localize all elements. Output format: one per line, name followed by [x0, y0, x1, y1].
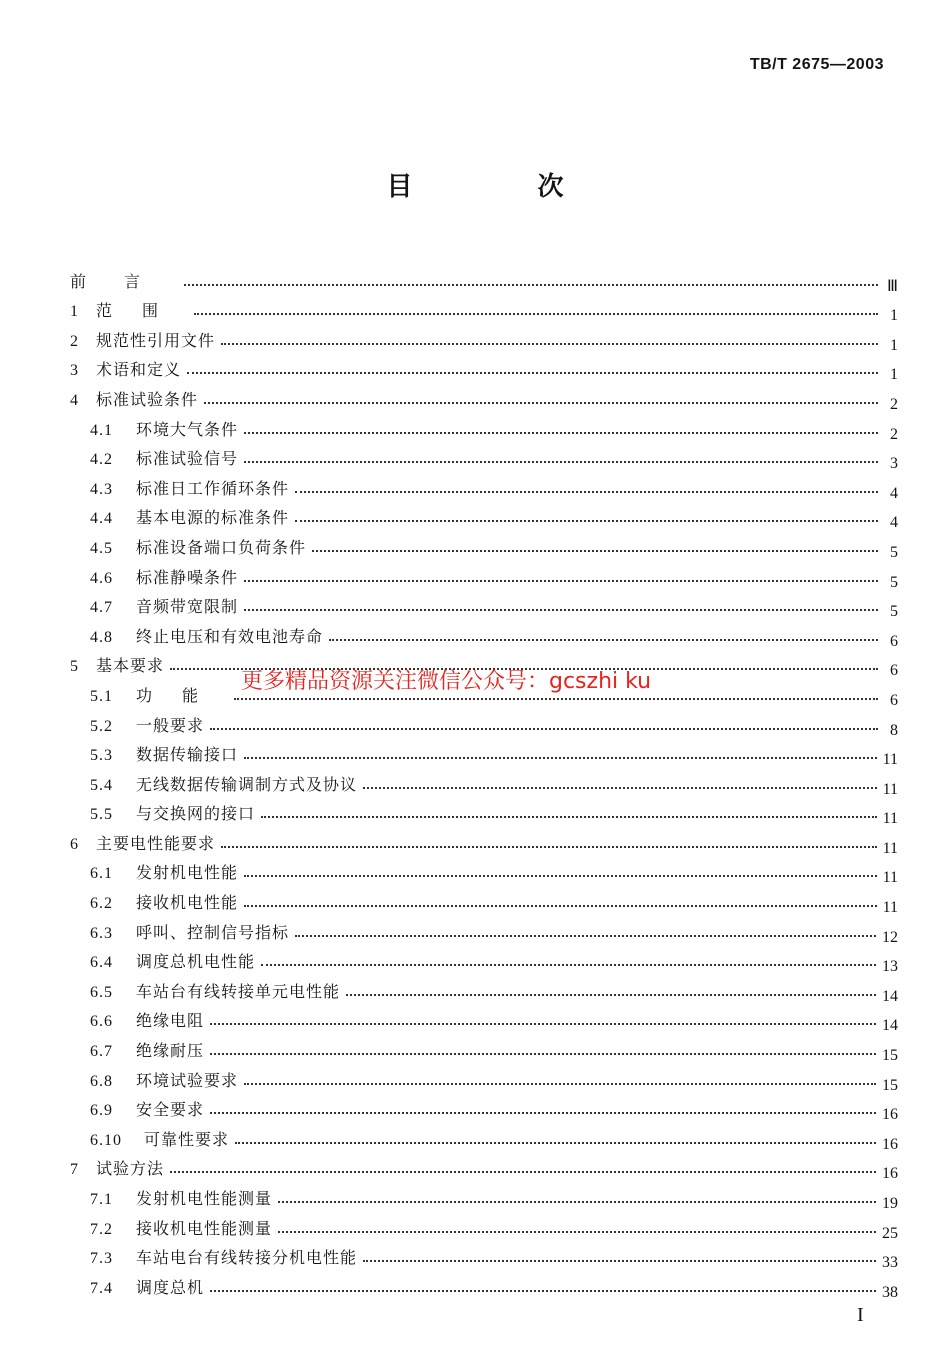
toc-entry-number: 6.10	[90, 1131, 122, 1149]
toc-entry[interactable]	[0, 795, 950, 828]
toc-entry-title: 一般要求	[136, 715, 205, 735]
toc-entry-number: 5	[70, 658, 78, 676]
toc-entry-page: 15	[882, 1047, 898, 1065]
dot-leader	[184, 284, 878, 286]
toc-entry-title: 可靠性要求	[144, 1129, 230, 1149]
standard-code: TB/T 2675—2003	[749, 56, 884, 73]
toc-entry-page: 1	[890, 307, 898, 325]
toc-entry[interactable]	[0, 1179, 950, 1212]
toc-entry-title: 安全要求	[136, 1100, 205, 1120]
toc-entry[interactable]	[0, 883, 950, 917]
toc-entry-title: 终止电压和有效电池寿命	[136, 626, 324, 646]
toc-entry-page: 25	[882, 1224, 898, 1242]
toc-entry-number: 4.2	[90, 451, 113, 469]
watermark-text: 更多精品资源关注微信公众号：gcszhi ku	[241, 669, 652, 694]
toc-entry[interactable]	[0, 262, 950, 295]
toc-entry-title: 基本电源的标准条件	[136, 508, 290, 528]
toc-entry-number: 6.7	[90, 1043, 113, 1061]
toc-entry-number: 6.5	[90, 983, 113, 1001]
toc-entry-page: 6	[890, 662, 898, 680]
toc-entry-number: 6.3	[90, 924, 113, 942]
toc-entry-page: 11	[882, 780, 898, 798]
toc-entry[interactable]	[0, 321, 950, 354]
toc-entry-title: 呼叫、控制信号指标	[136, 922, 290, 942]
dot-leader	[221, 343, 878, 345]
toc-entry-page: 6	[890, 691, 898, 709]
toc-entry-number: 5.2	[90, 717, 113, 735]
toc-entry[interactable]	[0, 1120, 950, 1153]
toc-entry-page: 4	[890, 514, 898, 532]
toc-entry-number: 7.3	[90, 1250, 113, 1268]
dot-leader	[261, 816, 877, 818]
toc-entry-number: 6	[70, 835, 78, 853]
toc-entry[interactable]	[0, 736, 950, 769]
dot-leader	[329, 639, 878, 641]
toc-entry[interactable]	[0, 765, 950, 798]
toc-entry-page: 14	[882, 987, 898, 1005]
toc-entry[interactable]	[0, 1061, 950, 1094]
dot-leader	[234, 698, 878, 700]
toc-entry[interactable]	[0, 380, 950, 413]
toc-entry-page: 16	[882, 1165, 898, 1183]
toc-entry-page: 11	[882, 869, 898, 887]
toc-entry[interactable]	[0, 824, 950, 857]
toc-entry[interactable]	[0, 351, 950, 384]
toc-entry-title: 无线数据传输调制方式及协议	[136, 774, 358, 794]
toc-entry-page: 2	[890, 395, 898, 413]
toc-entry-title: 绝缘耐压	[136, 1041, 205, 1061]
toc-entry-number: 1	[70, 303, 78, 321]
toc-entry-title: 接收机电性能测量	[136, 1218, 273, 1238]
toc-entry-page: 11	[882, 751, 898, 769]
toc-entry-number: 5.4	[90, 776, 113, 794]
dot-leader	[210, 728, 878, 730]
toc-entry-number: 3	[70, 362, 78, 380]
dot-leader	[187, 372, 878, 374]
dot-leader	[295, 520, 878, 522]
toc-entry-page: Ⅲ	[886, 277, 898, 295]
toc-entry-number: 7	[70, 1161, 78, 1179]
toc-entry[interactable]	[0, 854, 950, 887]
toc-entry[interactable]	[0, 913, 950, 946]
toc-entry-title: 绝缘电阻	[136, 1011, 205, 1031]
toc-entry-number: 4.5	[90, 539, 113, 557]
dot-leader	[221, 846, 877, 848]
toc-entry-title: 调度总机电性能	[136, 952, 256, 972]
toc-entry-number: 6.6	[90, 1013, 113, 1031]
toc-entry-title: 标准日工作循环条件	[136, 478, 290, 498]
toc-entry[interactable]	[0, 1239, 950, 1272]
toc-entry-number: 5.5	[90, 806, 113, 824]
dot-leader	[278, 1201, 876, 1203]
toc-entry-title: 接收机电性能	[136, 893, 239, 913]
toc-entry-number: 4.6	[90, 569, 113, 587]
table-of-contents	[0, 262, 950, 1301]
toc-entry-title: 环境试验要求	[136, 1070, 239, 1090]
dot-leader	[194, 313, 878, 315]
toc-entry-page: 1	[890, 336, 898, 354]
toc-entry-title: 标准静噪条件	[136, 567, 239, 587]
toc-entry-page: 13	[882, 958, 898, 976]
toc-entry-title: 音频带宽限制	[136, 597, 239, 617]
dot-leader	[363, 1260, 876, 1262]
toc-entry[interactable]	[0, 1002, 950, 1035]
toc-entry-number: 6.1	[90, 865, 113, 883]
toc-entry-title: 规范性引用文件	[96, 330, 216, 350]
page-number: I	[857, 1304, 864, 1326]
toc-entry-page: 5	[890, 543, 898, 561]
toc-entry-number: 2	[70, 332, 78, 350]
toc-entry-number: 4.3	[90, 480, 113, 498]
dot-leader	[312, 550, 878, 552]
toc-entry-page: 11	[882, 839, 898, 857]
toc-entry-page: 6	[890, 632, 898, 650]
toc-entry-number: 6.8	[90, 1072, 113, 1090]
dot-leader	[204, 402, 878, 404]
toc-entry-number: 5.1	[90, 687, 113, 705]
toc-title: 目 次	[386, 172, 622, 202]
dot-leader	[244, 432, 878, 434]
dot-leader	[261, 964, 876, 966]
toc-entry[interactable]	[0, 558, 950, 591]
toc-entry-title: 功能	[136, 685, 229, 705]
toc-entry-title: 车站电台有线转接分机电性能	[136, 1248, 358, 1268]
toc-entry[interactable]	[0, 617, 950, 650]
toc-entry-number: 5.3	[90, 747, 113, 765]
toc-entry[interactable]	[0, 1209, 950, 1242]
toc-entry-title: 前言	[70, 271, 179, 291]
toc-entry-page: 16	[882, 1106, 898, 1124]
dot-leader	[278, 1231, 876, 1233]
toc-entry[interactable]	[0, 410, 950, 443]
dot-leader	[210, 1023, 876, 1025]
toc-entry-title: 术语和定义	[96, 360, 182, 380]
toc-entry-number: 7.4	[90, 1279, 113, 1297]
toc-entry-number: 4	[70, 391, 78, 409]
toc-entry-page: 8	[890, 721, 898, 739]
toc-entry-page: 15	[882, 1076, 898, 1094]
dot-leader	[210, 1290, 876, 1292]
toc-entry-title: 主要电性能要求	[96, 833, 216, 853]
dot-leader	[244, 580, 878, 582]
toc-entry[interactable]	[0, 440, 950, 473]
dot-leader	[295, 491, 878, 493]
toc-entry-page: 11	[882, 810, 898, 828]
toc-entry-title: 标准设备端口负荷条件	[136, 537, 307, 557]
toc-entry-number: 4.4	[90, 510, 113, 528]
toc-entry-page: 12	[882, 928, 898, 946]
toc-entry-page: 14	[882, 1017, 898, 1035]
dot-leader	[244, 461, 878, 463]
toc-entry[interactable]	[0, 706, 950, 739]
toc-entry[interactable]	[0, 1031, 950, 1065]
toc-entry-page: 3	[890, 455, 898, 473]
dot-leader	[235, 1142, 876, 1144]
dot-leader	[244, 1083, 876, 1085]
toc-entry[interactable]	[0, 499, 950, 532]
toc-entry[interactable]	[0, 972, 950, 1005]
toc-entry-page: 16	[882, 1135, 898, 1153]
toc-entry[interactable]	[0, 943, 950, 976]
toc-entry-number: 4.1	[90, 421, 113, 439]
toc-entry-title: 发射机电性能测量	[136, 1189, 273, 1208]
toc-entry[interactable]	[0, 469, 950, 502]
toc-entry-page: 4	[890, 484, 898, 502]
dot-leader	[363, 787, 877, 789]
toc-entry-title: 调度总机	[136, 1277, 205, 1297]
toc-entry[interactable]	[0, 1091, 950, 1124]
toc-entry-title: 车站台有线转接单元电性能	[136, 981, 341, 1001]
toc-entry-title: 数据传输接口	[136, 745, 239, 765]
toc-entry[interactable]	[0, 292, 950, 325]
toc-entry-page: 19	[882, 1195, 898, 1212]
toc-entry-number: 6.2	[90, 895, 113, 913]
dot-leader	[210, 1053, 876, 1055]
toc-entry-page: 11	[882, 899, 898, 917]
toc-entry-page: 5	[890, 603, 898, 621]
dot-leader	[295, 935, 876, 937]
dot-leader	[244, 609, 878, 611]
toc-entry-number: 4.7	[90, 599, 113, 617]
toc-entry-page: 2	[890, 425, 898, 443]
toc-entry-page: 5	[890, 573, 898, 591]
dot-leader	[170, 1171, 876, 1173]
dot-leader	[210, 1112, 876, 1114]
dot-leader	[244, 875, 877, 877]
toc-entry-title: 标准试验信号	[136, 449, 239, 469]
toc-entry-title: 范围	[96, 301, 189, 321]
dot-leader	[244, 757, 877, 759]
dot-leader	[346, 994, 876, 996]
toc-entry-title: 与交换网的接口	[136, 804, 256, 824]
toc-entry-number: 7.2	[90, 1220, 113, 1238]
toc-entry-title: 试验方法	[96, 1159, 165, 1179]
toc-entry-title: 基本要求	[96, 656, 165, 676]
toc-entry[interactable]	[0, 528, 950, 561]
toc-entry-number: 6.9	[90, 1102, 113, 1120]
toc-entry-number: 7.1	[90, 1191, 113, 1208]
toc-entry-title: 标准试验条件	[96, 389, 199, 409]
toc-entry-title: 环境大气条件	[136, 419, 239, 439]
toc-entry-title: 发射机电性能	[136, 863, 239, 883]
toc-entry-page: 38	[882, 1283, 898, 1301]
toc-entry[interactable]	[0, 588, 950, 621]
toc-entry-page: 33	[882, 1254, 898, 1272]
dot-leader	[244, 905, 877, 907]
toc-entry[interactable]	[0, 1150, 950, 1183]
toc-entry-number: 4.8	[90, 628, 113, 646]
toc-entry-page: 1	[890, 366, 898, 384]
toc-entry[interactable]	[0, 1268, 950, 1301]
toc-entry-number: 6.4	[90, 954, 113, 972]
